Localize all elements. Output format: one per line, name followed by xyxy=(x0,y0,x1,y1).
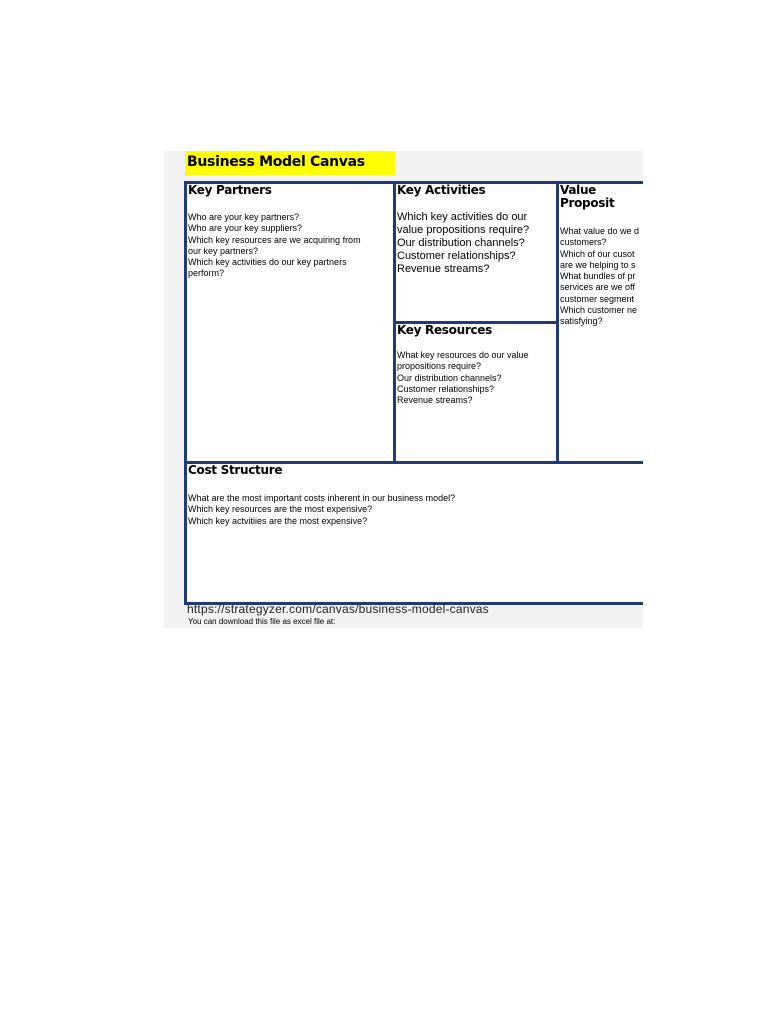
source-url: https://strategyzer.com/canvas/business-model-canvas xyxy=(187,602,489,616)
cost-structure-heading: Cost Structure xyxy=(188,463,283,477)
question-line: Which key resources are we acquiring from xyxy=(188,234,361,245)
key-resources-questions xyxy=(396,350,556,406)
canvas-sheet xyxy=(164,151,643,628)
question-line: Which key actvitiies are the most expensive? xyxy=(188,515,368,526)
question-line: propositions require? xyxy=(397,361,482,372)
question-line: What bundles of pr xyxy=(560,271,636,282)
question-line: What value do we d xyxy=(560,226,640,236)
question-line: Which of our cusot xyxy=(560,248,635,259)
question-line: customer segment xyxy=(560,293,635,304)
question-line: Who are your key partners? xyxy=(188,212,300,222)
key-activities-heading: Key Activities xyxy=(397,183,486,197)
key-partners-heading: Key Partners xyxy=(188,183,272,197)
question-line: Customer relationships? xyxy=(397,383,495,394)
question-line: Revenue streams? xyxy=(397,263,490,275)
question-line: What are the most important costs inherent in our business model? xyxy=(188,493,456,503)
key-resources-heading: Key Resources xyxy=(397,323,492,337)
question-line: Who are your key suppliers? xyxy=(188,223,303,234)
value-propositions-questions xyxy=(559,226,643,328)
question-line: value propositions require? xyxy=(397,224,530,236)
page-title: Business Model Canvas xyxy=(187,154,365,170)
cost-structure-questions xyxy=(187,493,643,527)
question-line: customers? xyxy=(560,237,607,248)
question-line: are we helping to s xyxy=(560,259,636,270)
key-partners-block xyxy=(184,181,397,465)
cost-structure-block xyxy=(184,461,643,605)
question-line: Which key activities do our key partners xyxy=(188,257,347,268)
key-resources-block xyxy=(393,321,559,465)
question-line: perform? xyxy=(188,268,225,279)
question-line: Revenue streams? xyxy=(397,395,473,406)
question-line: our key partners? xyxy=(188,245,259,256)
value-propositions-heading: Value Proposit xyxy=(560,183,615,210)
download-note: You can download this file as excel file at: xyxy=(188,617,336,626)
question-line: Which customer ne xyxy=(560,305,638,316)
question-line: satisfying? xyxy=(560,316,603,327)
key-activities-block xyxy=(393,181,559,325)
key-activities-questions xyxy=(396,211,556,276)
question-line: Our distribution channels? xyxy=(397,237,525,249)
key-partners-questions xyxy=(187,212,394,280)
question-line: What key resources do our value xyxy=(397,350,529,360)
title-banner xyxy=(185,151,395,175)
question-line: services are we off xyxy=(560,282,635,293)
question-line: Which key resources are the most expensive? xyxy=(188,504,373,515)
question-line: Our distribution channels? xyxy=(397,372,502,383)
question-line: Which key activities do our xyxy=(397,211,528,223)
question-line: Customer relationships? xyxy=(397,250,516,262)
value-propositions-block xyxy=(556,181,643,465)
